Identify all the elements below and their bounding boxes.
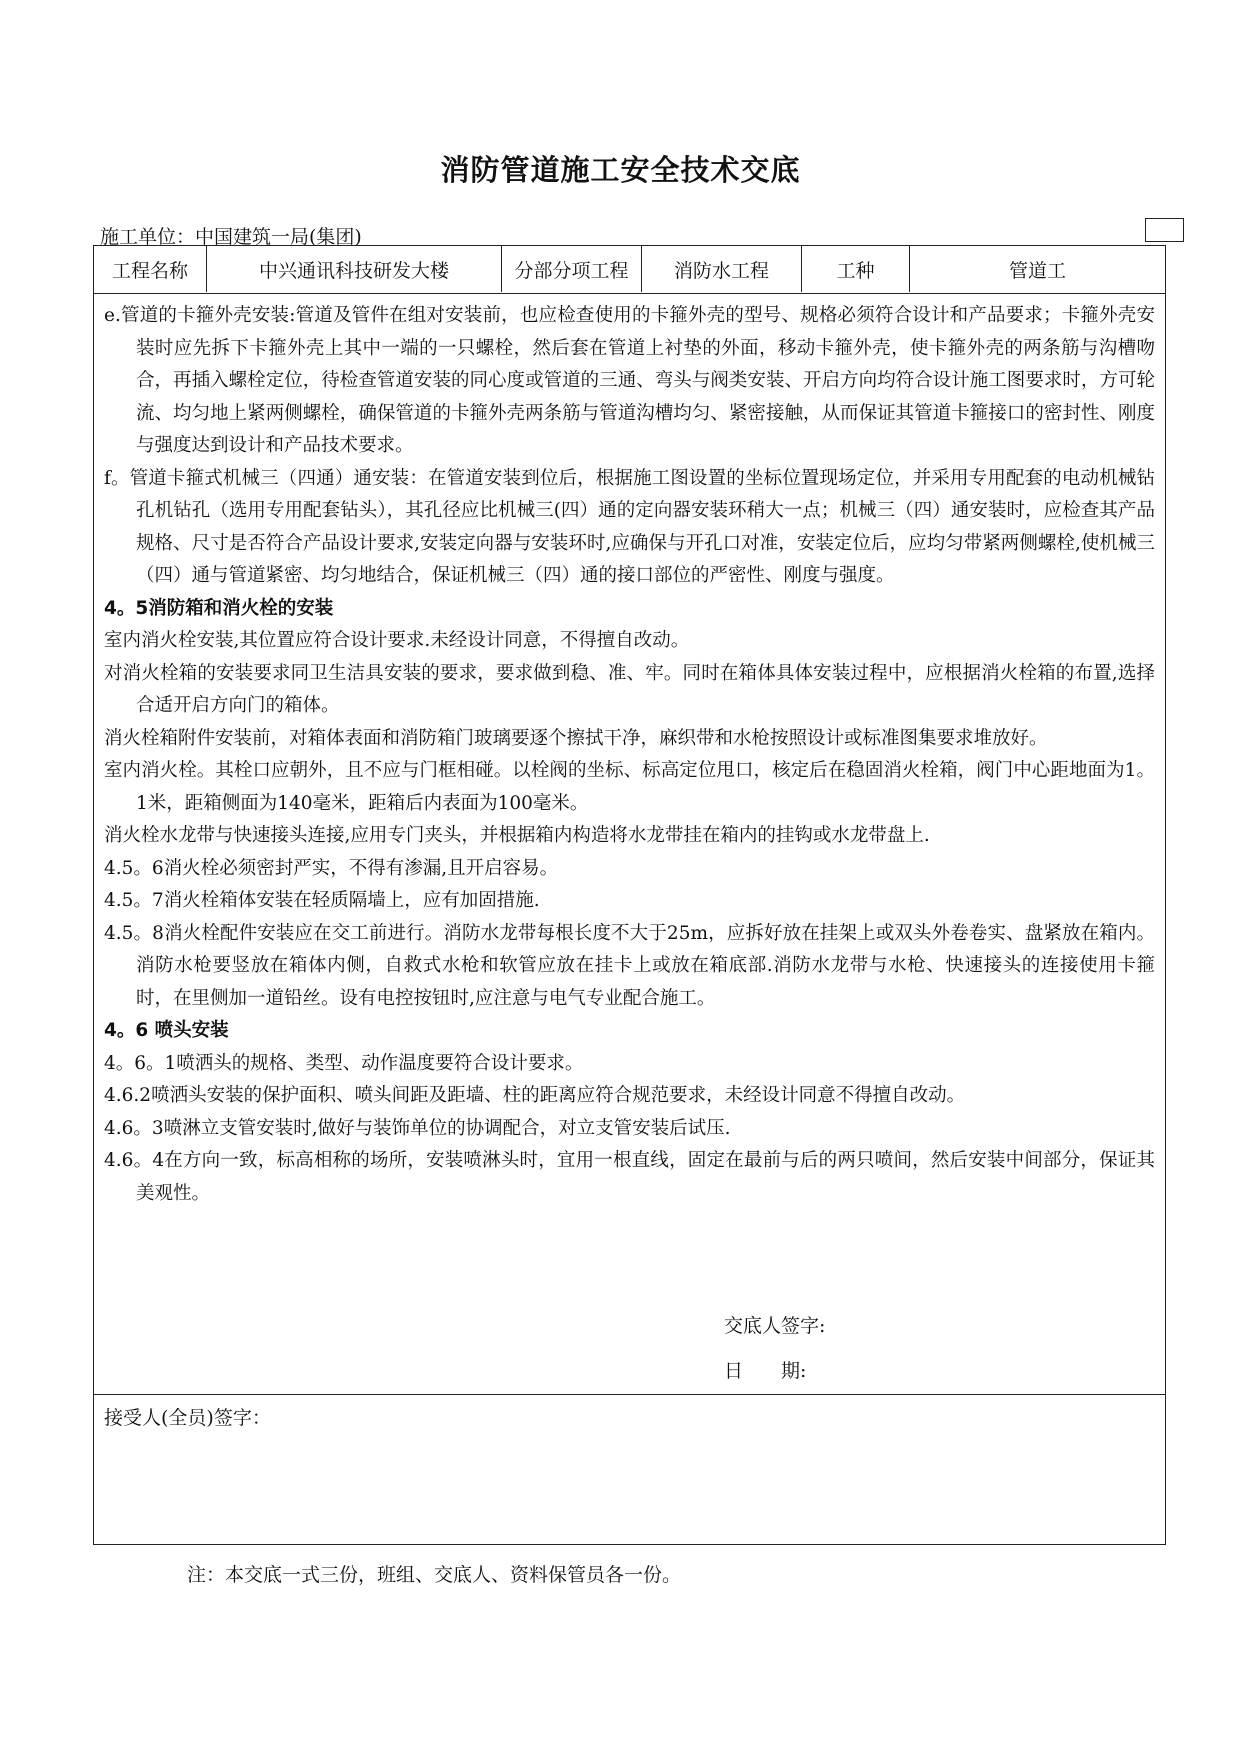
paragraph-4-5-8: 4.5。8消火栓配件安装应在交工前进行。消防水龙带每根长度不大于25m，应拆好放在挂架上或双头外卷卷实、盘紧放在箱内。消防水枪要竖放在箱体内侧，自救式水枪和软管应放在挂卡上或放在箱底部.消防水龙带与水枪、快速接头的连接使用卡箍时，在里侧加一道铅丝。设有电控按钮时,应注意与电气专业配合施工。 [104, 922, 1155, 1009]
project-name-label: 工程名称 [94, 246, 207, 292]
sub-project-label: 分部分项工程 [502, 246, 642, 292]
paragraph-4-6-3: 4.6。3喷淋立支管安装时,做好与装饰单位的协调配合，对立支管安装后试压. [104, 1117, 731, 1139]
paragraph-cabinet-requirements: 对消火栓箱的安装要求同卫生洁具安装的要求，要求做到稳、准、牢。同时在箱体具体安装过程中，应根据消火栓箱的布置,选择合适开启方向门的箱体。 [104, 662, 1155, 716]
date-label: 日 期: [724, 1360, 807, 1382]
section-heading-4-5: 4。5消防箱和消火栓的安装 [104, 597, 334, 619]
receiver-signature-section [94, 1394, 1165, 1544]
paragraph-4-5-7: 4.5。7消火栓箱体安装在轻质隔墙上，应有加固措施. [104, 890, 540, 911]
paragraph-4-6-4: 4.6。4在方向一致，标高相称的场所，安装喷淋头时，宜用一根直线，固定在最前与后的两只喷间，然后安装中间部分，保证其美观性。 [104, 1150, 1155, 1204]
discloser-signature-label: 交底人签字: [724, 1315, 826, 1337]
paragraph-hose-connection: 消火栓水龙带与快速接头连接,应用专门夹头，并根据箱内构造将水龙带挂在箱内的挂钩或水龙带盘上. [104, 825, 930, 846]
section-heading-4-6: 4。6 喷头安装 [104, 1020, 229, 1041]
trade-value: 管道工 [1008, 259, 1066, 282]
trade-label: 工种 [802, 246, 910, 292]
paragraph-e: e.管道的卡箍外壳安装:管道及管件在组对安装前，也应检查使用的卡箍外壳的型号、规格必须符合设计和产品要求；卡箍外壳安装时应先拆下卡箍外壳上其中一端的一只螺栓，然后套在管道上衬垫的外面，移动卡箍外壳，使卡箍外壳的两条筋与沟槽吻合，再插入螺栓定位，待检查管道安装的同心度或管道的三通、弯头与阀类安装、开启方向均符合设计施工图要求时，方可轮流、均匀地上紧两侧螺栓，确保管道的卡箍外壳两条筋与管道沟槽均匀、紧密接触，从而保证其管道卡箍接口的密封性、刚度与强度达到设计和产品技术要求。 [104, 305, 1155, 456]
paragraph-4-6-2: 4.6.2喷洒头安装的保护面积、喷头间距及距墙、柱的距离应符合规范要求，未经设计同意不得擅自改动。 [104, 1085, 966, 1106]
paragraph-4-6-1: 4。6。1喷洒头的规格、类型、动作温度要符合设计要求。 [104, 1052, 584, 1074]
sub-project-value: 消防水工程 [642, 246, 802, 292]
paragraph-hydrant-position: 室内消火栓安装,其位置应符合设计要求.未经设计同意，不得擅自改动。 [104, 630, 690, 651]
paragraph-indoor-hydrant: 室内消火栓。其栓口应朝外，且不应与门框相碰。以栓阀的坐标、标高定位甩口，核定后在稳固消火栓箱，阀门中心距地面为1。1米，距箱侧面为140毫米，距箱后内表面为100毫米。 [104, 760, 1155, 814]
page-number-box [1145, 218, 1184, 242]
project-info-row [94, 246, 1165, 294]
paragraph-4-5-6: 4.5。6消火栓必须密封严实，不得有渗漏,且开启容易。 [104, 857, 559, 879]
receiver-signature-label: 接受人(全员)签字： [104, 1407, 271, 1429]
footer-note: 注：本交底一式三份，班组、交底人、资料保管员各一份。 [187, 1564, 682, 1586]
document-title: 消防管道施工安全技术交底 [440, 153, 801, 187]
project-name-value: 中兴通讯科技研发大楼 [207, 246, 502, 292]
construction-unit-label: 施工单位：中国建筑一局(集团) [100, 226, 362, 248]
paragraph-f: f。管道卡箍式机械三（四通）通安装：在管道安装到位后，根据施工图设置的坐标位置现场定位，并采用专用配套的电动机械钻孔机钻孔（选用专用配套钻头），其孔径应比机械三(四）通的定向器安装环稍大一点；机械三（四）通安装时，应检查其产品规格、尺寸是否符合产品设计要求,安装定向器与安装环时,应确保与开孔口对准，安装定位后，应均匀带紧两侧螺栓,使机械三（四）通与管道紧密、均匀地结合，保证机械三（四）通的接口部位的严密性、刚度与强度。 [104, 467, 1155, 586]
disclosure-form [93, 245, 1166, 1545]
paragraph-cabinet-accessories: 消火栓箱附件安装前，对箱体表面和消防箱门玻璃要逐个擦拭干净，麻织带和水枪按照设计或标准图集要求堆放好。 [104, 727, 1048, 749]
